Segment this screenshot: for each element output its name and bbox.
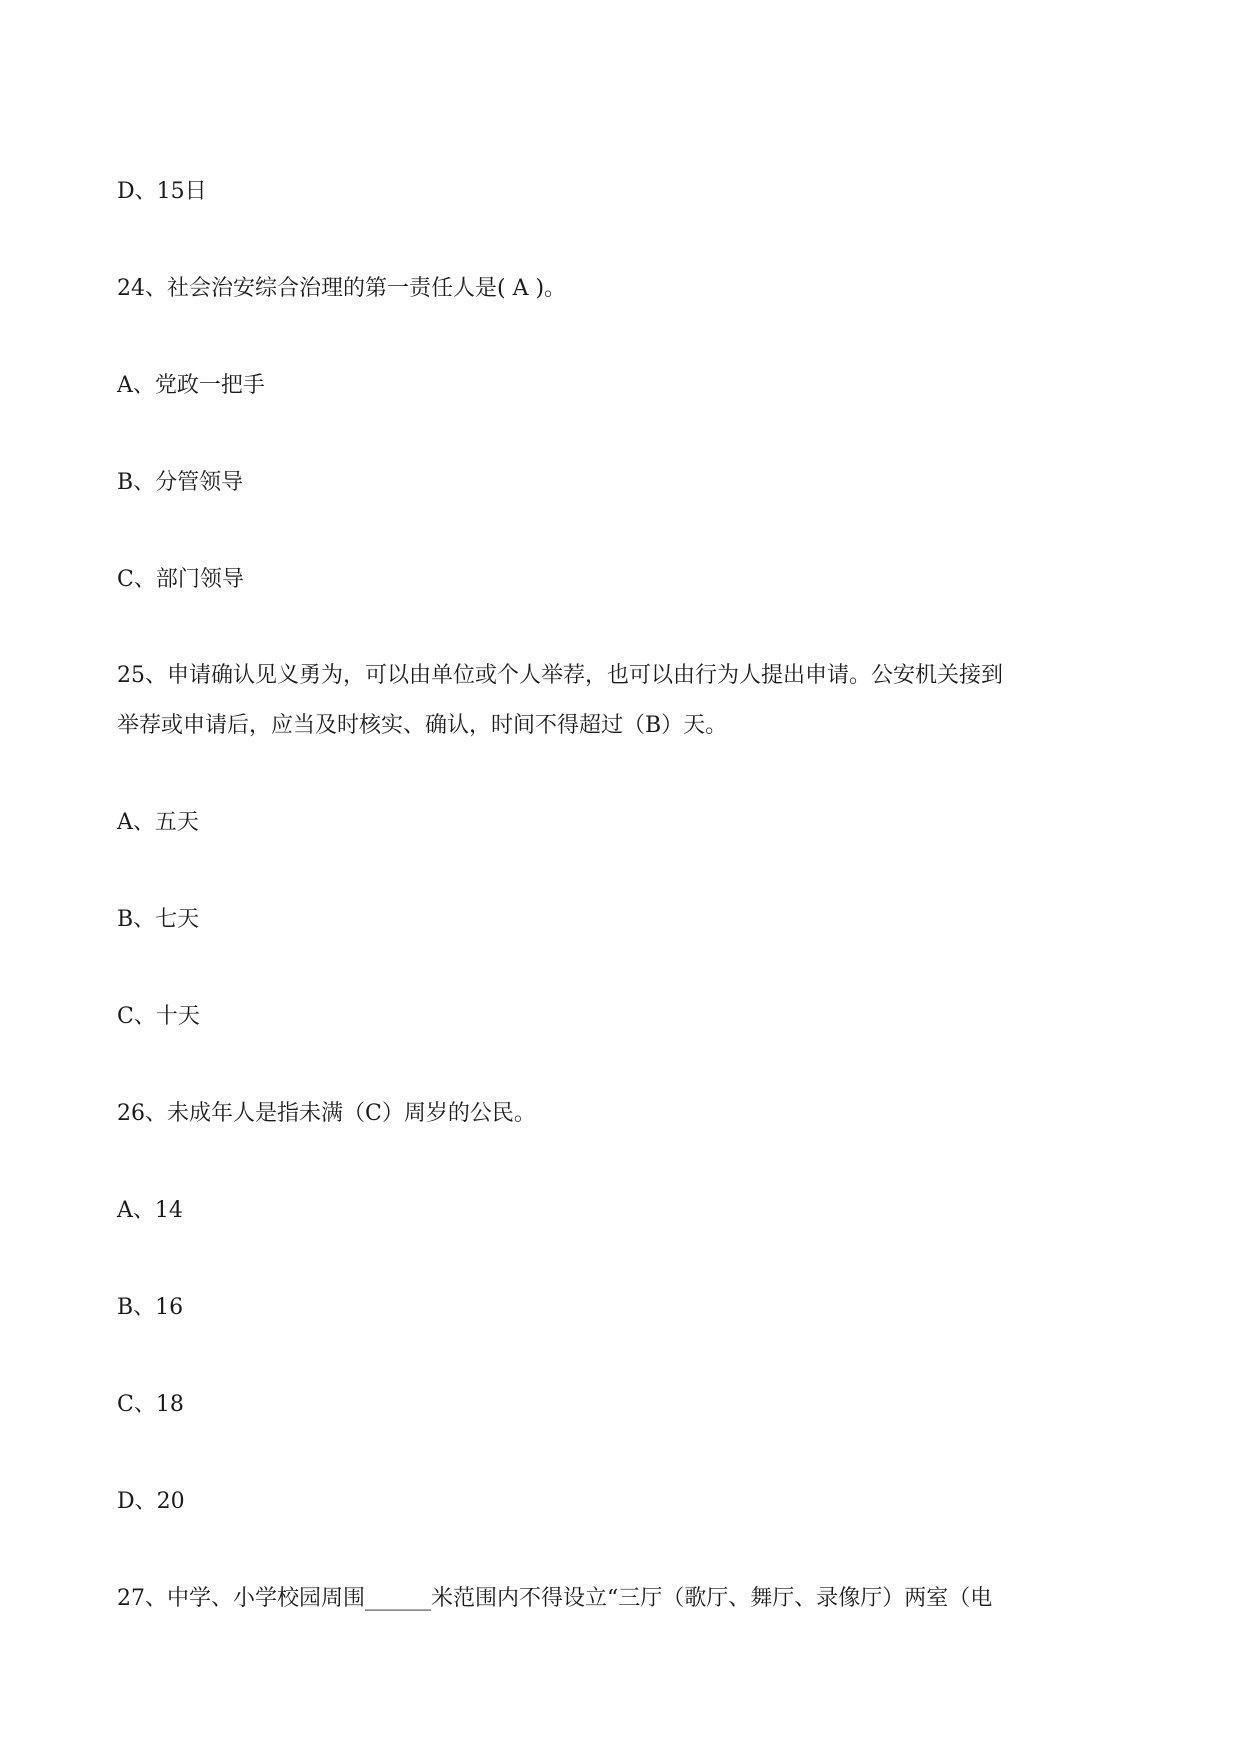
option-a-q24: A、党政一把手	[117, 373, 265, 398]
option-b-q24: B、分管领导	[117, 470, 244, 495]
option-c-q25: C、十天	[117, 1004, 200, 1029]
question-27-stem: 27、中学、小学校园周围______米范围内不得设立“三厅（歌厅、舞厅、录像厅）两室（电	[117, 1586, 993, 1611]
option-c-q24: C、部门领导	[117, 567, 244, 592]
option-a-q26: A、14	[117, 1198, 183, 1223]
option-a-q25: A、五天	[117, 810, 199, 835]
question-25-stem-line1: 25、申请确认见义勇为，可以由单位或个人举荐，也可以由行为人提出申请。公安机关接到	[117, 663, 1003, 688]
option-b-q25: B、七天	[117, 907, 200, 932]
question-26-stem: 26、未成年人是指未满（C）周岁的公民。	[117, 1101, 536, 1126]
option-c-q26: C、18	[117, 1392, 184, 1417]
option-b-q26: B、16	[117, 1295, 184, 1320]
question-24-stem: 24、社会治安综合治理的第一责任人是( A )。	[117, 276, 567, 301]
question-25-stem-line2: 举荐或申请后，应当及时核实、确认，时间不得超过（B）天。	[117, 713, 728, 738]
option-d-q23: D、15日	[117, 179, 207, 204]
option-d-q26: D、20	[117, 1489, 185, 1514]
